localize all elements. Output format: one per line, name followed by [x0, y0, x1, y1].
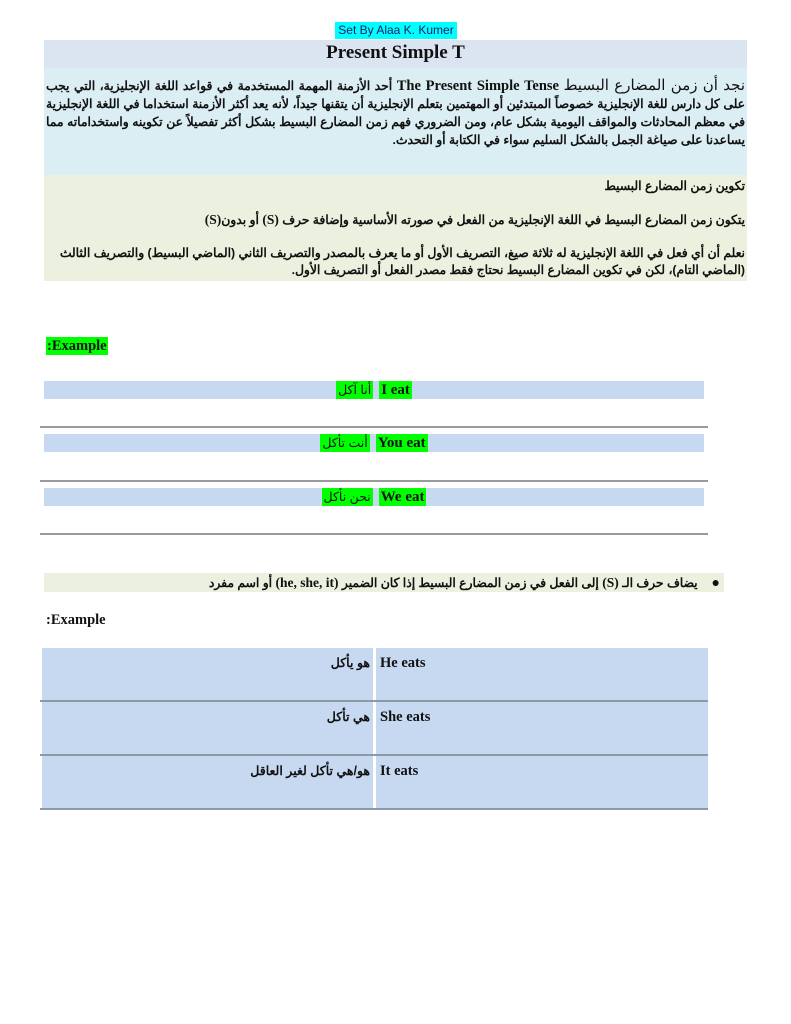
formation-rule-text: يتكون زمن المضارع البسيط في اللغة الإنجليزية من الفعل في صورته الأساسية وإضافة حرف	[282, 213, 745, 227]
formation-rule-or: أو بدون	[221, 213, 259, 227]
row-divider	[40, 533, 708, 535]
column-divider	[373, 648, 376, 700]
page-title: Present Simple T	[326, 42, 465, 63]
example2-arabic: هو/هي تأكل لغير العاقل	[250, 764, 370, 778]
formation-rule-s2: (S)	[204, 212, 222, 227]
intro-lead: نجد أن زمن المضارع البسيط	[563, 77, 746, 94]
example2-row	[42, 702, 708, 754]
example2-row	[42, 648, 708, 700]
bullet-icon: ●	[711, 574, 720, 590]
row-divider	[40, 480, 708, 482]
example-label-2: :Example	[46, 612, 106, 628]
example1-arabic: أنت تأكل	[322, 436, 368, 450]
row-divider	[40, 426, 708, 428]
formation-note: نعلم أن أي فعل في اللغة الإنجليزية له ثلاثة صيغ، التصريف الأول أو ما يعرف بالمصدر والتصريف الثاني (الماضي البسيط) والتصريف الثالث (الماضي التام)، لكن في تكوين المضارع البسيط نحتاج فقط مصدر الفعل أو التصريف الأول.	[59, 246, 745, 277]
example2-arabic: هي تأكل	[326, 710, 370, 724]
example1-row	[44, 488, 704, 506]
bullet-pronouns: (he, she, it)	[275, 575, 339, 590]
bullet-s: (S)	[602, 575, 619, 590]
bullet-rule	[44, 573, 724, 592]
example1-english: I eat	[381, 382, 410, 398]
column-divider	[373, 756, 376, 808]
intro-paragraph	[44, 68, 747, 175]
example1-arabic: أنا آكل	[338, 383, 372, 397]
formation-section	[44, 175, 747, 281]
bullet-text-b: إلى الفعل في زمن المضارع البسيط إذا كان الضمير	[341, 576, 599, 590]
bullet-text-a: يضاف حرف الـ	[622, 576, 698, 590]
intro-body: أحد الأزمنة المهمة المستخدمة في قواعد اللغة الإنجليزية، التي يجب على كل دارس للغة الإنجليزية خصوصاً المبتدئين أو المهتمين بتعلم الإنجليزية أن يتقنها جيداً، لأنه يعد أكثر الأزمنة استخداما في اللغة الإنجليزية في معظم المحادثات والمواقف اليومية بشكل عام، ومن الضروري فهم زمن المضارع البسيط بشكل أكثر تفصيلاً عن تكوينه واستخداماته مما يساعدنا على صياغة الجمل بالشكل السليم سواء في الكتابة أو التحدث.	[46, 79, 745, 147]
author-label: Set By Alaa K. Kumer	[335, 22, 457, 39]
column-divider	[373, 702, 376, 754]
intro-term-en: The Present Simple Tense	[396, 78, 559, 94]
example-label-1: :Example	[47, 338, 107, 354]
example2-arabic: هو يأكل	[330, 656, 370, 670]
example1-english: You eat	[377, 435, 426, 451]
example2-english: It eats	[380, 763, 419, 779]
example1-english: We eat	[380, 489, 425, 505]
example2-row	[42, 756, 708, 808]
formation-heading: تكوين زمن المضارع البسيط	[604, 179, 745, 193]
example2-english: He eats	[380, 655, 426, 671]
example1-arabic: نحن نأكل	[323, 490, 371, 504]
example1-row	[44, 381, 704, 399]
row-divider	[40, 808, 708, 810]
formation-rule	[46, 211, 745, 229]
bullet-text-c: أو اسم مفرد	[208, 576, 273, 590]
formation-rule-s: (S)	[262, 212, 279, 227]
title-band	[44, 40, 747, 68]
examples-table-2	[40, 648, 708, 810]
example2-english: She eats	[380, 709, 431, 725]
example1-row	[44, 434, 704, 452]
